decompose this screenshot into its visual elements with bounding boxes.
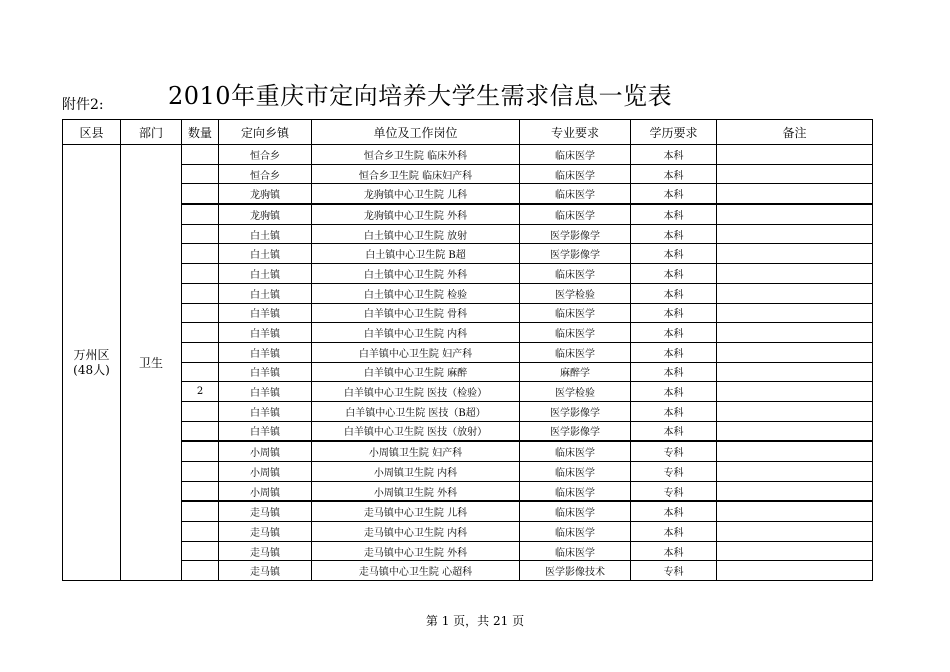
town-cell: 白羊镇	[219, 323, 312, 343]
table-row	[63, 462, 873, 482]
education-cell: 本科	[631, 501, 717, 521]
major-cell: 临床医学	[520, 184, 631, 204]
education-cell: 本科	[631, 541, 717, 561]
quantity-cell	[182, 421, 219, 441]
header-major: 专业要求	[520, 120, 631, 145]
unit-cell: 小周镇卫生院 外科	[312, 481, 520, 501]
town-cell: 走马镇	[219, 501, 312, 521]
town-cell: 白土镇	[219, 244, 312, 264]
major-cell: 医学影像学	[520, 421, 631, 441]
header-unit: 单位及工作岗位	[312, 120, 520, 145]
major-cell: 麻醉学	[520, 362, 631, 382]
education-cell: 本科	[631, 164, 717, 184]
note-cell	[717, 481, 873, 501]
education-cell: 本科	[631, 303, 717, 323]
quantity-cell	[182, 145, 219, 165]
table-row	[63, 303, 873, 323]
header-district: 区县	[63, 120, 121, 145]
table-row	[63, 421, 873, 441]
town-cell: 白土镇	[219, 264, 312, 284]
attachment-label: 附件2:	[62, 97, 104, 113]
table-row	[63, 224, 873, 244]
table-row	[63, 561, 873, 581]
quantity-cell: 2	[182, 382, 219, 402]
major-cell: 临床医学	[520, 145, 631, 165]
education-cell: 本科	[631, 224, 717, 244]
note-cell	[717, 283, 873, 303]
education-cell: 专科	[631, 481, 717, 501]
note-cell	[717, 501, 873, 521]
town-cell: 小周镇	[219, 441, 312, 461]
major-cell: 医学检验	[520, 382, 631, 402]
town-cell: 恒合乡	[219, 145, 312, 165]
town-cell: 白羊镇	[219, 362, 312, 382]
quantity-cell	[182, 244, 219, 264]
table-row	[63, 441, 873, 461]
major-cell: 临床医学	[520, 342, 631, 362]
education-cell: 本科	[631, 145, 717, 165]
quantity-cell	[182, 561, 219, 581]
note-cell	[717, 204, 873, 224]
district-count: (48人)	[73, 362, 110, 377]
town-cell: 白羊镇	[219, 382, 312, 402]
quantity-cell	[182, 323, 219, 343]
town-cell: 走马镇	[219, 561, 312, 581]
note-cell	[717, 382, 873, 402]
unit-cell: 恒合乡卫生院 临床外科	[312, 145, 520, 165]
education-cell: 本科	[631, 283, 717, 303]
note-cell	[717, 541, 873, 561]
major-cell: 临床医学	[520, 264, 631, 284]
note-cell	[717, 362, 873, 382]
note-cell	[717, 401, 873, 421]
town-cell: 白羊镇	[219, 342, 312, 362]
unit-cell: 白羊镇中心卫生院 医技（放射）	[312, 421, 520, 441]
town-cell: 白土镇	[219, 283, 312, 303]
unit-cell: 走马镇中心卫生院 儿科	[312, 501, 520, 521]
note-cell	[717, 462, 873, 482]
unit-cell: 白羊镇中心卫生院 妇产科	[312, 342, 520, 362]
unit-cell: 白土镇中心卫生院 B超	[312, 244, 520, 264]
table-row	[63, 164, 873, 184]
quantity-cell	[182, 264, 219, 284]
major-cell: 临床医学	[520, 441, 631, 461]
town-cell: 白羊镇	[219, 401, 312, 421]
note-cell	[717, 323, 873, 343]
quantity-cell	[182, 522, 219, 542]
major-cell: 临床医学	[520, 481, 631, 501]
town-cell: 走马镇	[219, 541, 312, 561]
unit-cell: 白羊镇中心卫生院 麻醉	[312, 362, 520, 382]
table-row	[63, 501, 873, 521]
header-quantity: 数量	[182, 120, 219, 145]
town-cell: 白羊镇	[219, 421, 312, 441]
major-cell: 医学影像技术	[520, 561, 631, 581]
unit-cell: 龙驹镇中心卫生院 儿科	[312, 184, 520, 204]
table-row	[63, 145, 873, 165]
note-cell	[717, 561, 873, 581]
district-cell	[63, 145, 121, 581]
major-cell: 临床医学	[520, 204, 631, 224]
header-education: 学历要求	[631, 120, 717, 145]
unit-cell: 小周镇卫生院 内科	[312, 462, 520, 482]
town-cell: 小周镇	[219, 481, 312, 501]
table-row	[63, 342, 873, 362]
major-cell: 医学影像学	[520, 244, 631, 264]
education-cell: 本科	[631, 342, 717, 362]
major-cell: 医学影像学	[520, 401, 631, 421]
quantity-cell	[182, 541, 219, 561]
town-cell: 龙驹镇	[219, 184, 312, 204]
note-cell	[717, 421, 873, 441]
note-cell	[717, 184, 873, 204]
table-row	[63, 244, 873, 264]
note-cell	[717, 342, 873, 362]
education-cell: 本科	[631, 362, 717, 382]
table-row	[63, 541, 873, 561]
major-cell: 临床医学	[520, 323, 631, 343]
major-cell: 临床医学	[520, 541, 631, 561]
education-cell: 本科	[631, 382, 717, 402]
town-cell: 走马镇	[219, 522, 312, 542]
header-department: 部门	[121, 120, 182, 145]
quantity-cell	[182, 401, 219, 421]
education-cell: 专科	[631, 561, 717, 581]
header-note: 备注	[717, 120, 873, 145]
note-cell	[717, 224, 873, 244]
note-cell	[717, 522, 873, 542]
unit-cell: 白土镇中心卫生院 放射	[312, 224, 520, 244]
note-cell	[717, 264, 873, 284]
unit-cell: 龙驹镇中心卫生院 外科	[312, 204, 520, 224]
page-title: 2010年重庆市定向培养大学生需求信息一览表	[168, 82, 673, 110]
table-row	[63, 362, 873, 382]
quantity-cell	[182, 184, 219, 204]
table-row	[63, 323, 873, 343]
quantity-cell	[182, 204, 219, 224]
quantity-cell	[182, 303, 219, 323]
town-cell: 龙驹镇	[219, 204, 312, 224]
education-cell: 本科	[631, 184, 717, 204]
table-row	[63, 184, 873, 204]
table-row	[63, 204, 873, 224]
page-footer: 第 1 页，共 21 页	[425, 614, 525, 628]
unit-cell: 白土镇中心卫生院 检验	[312, 283, 520, 303]
note-cell	[717, 303, 873, 323]
note-cell	[717, 441, 873, 461]
note-cell	[717, 145, 873, 165]
table-row	[63, 382, 873, 402]
table-row	[63, 481, 873, 501]
major-cell: 临床医学	[520, 501, 631, 521]
town-cell: 白土镇	[219, 224, 312, 244]
education-cell: 本科	[631, 401, 717, 421]
major-cell: 临床医学	[520, 164, 631, 184]
note-cell	[717, 164, 873, 184]
unit-cell: 走马镇中心卫生院 心超科	[312, 561, 520, 581]
education-cell: 专科	[631, 441, 717, 461]
unit-cell: 白羊镇中心卫生院 骨科	[312, 303, 520, 323]
quantity-cell	[182, 481, 219, 501]
major-cell: 医学影像学	[520, 224, 631, 244]
town-cell: 白羊镇	[219, 303, 312, 323]
education-cell: 专科	[631, 462, 717, 482]
demand-table	[62, 119, 873, 581]
quantity-cell	[182, 164, 219, 184]
unit-cell: 白土镇中心卫生院 外科	[312, 264, 520, 284]
town-cell: 恒合乡	[219, 164, 312, 184]
unit-cell: 白羊镇中心卫生院 医技（B超）	[312, 401, 520, 421]
quantity-cell	[182, 224, 219, 244]
department-cell: 卫生	[121, 145, 182, 581]
table-row	[63, 264, 873, 284]
unit-cell: 走马镇中心卫生院 内科	[312, 522, 520, 542]
major-cell: 临床医学	[520, 522, 631, 542]
education-cell: 本科	[631, 244, 717, 264]
unit-cell: 白羊镇中心卫生院 医技（检验）	[312, 382, 520, 402]
district-name: 万州区	[73, 347, 110, 362]
header-row	[63, 120, 873, 145]
quantity-cell	[182, 441, 219, 461]
unit-cell: 走马镇中心卫生院 外科	[312, 541, 520, 561]
quantity-cell	[182, 342, 219, 362]
education-cell: 本科	[631, 323, 717, 343]
note-cell	[717, 244, 873, 264]
unit-cell: 恒合乡卫生院 临床妇产科	[312, 164, 520, 184]
major-cell: 医学检验	[520, 283, 631, 303]
header-town: 定向乡镇	[219, 120, 312, 145]
town-cell: 小周镇	[219, 462, 312, 482]
major-cell: 临床医学	[520, 462, 631, 482]
education-cell: 本科	[631, 204, 717, 224]
table-row	[63, 283, 873, 303]
unit-cell: 白羊镇中心卫生院 内科	[312, 323, 520, 343]
education-cell: 本科	[631, 421, 717, 441]
table-row	[63, 401, 873, 421]
quantity-cell	[182, 362, 219, 382]
table-row	[63, 522, 873, 542]
quantity-cell	[182, 501, 219, 521]
major-cell: 临床医学	[520, 303, 631, 323]
education-cell: 本科	[631, 522, 717, 542]
quantity-cell	[182, 462, 219, 482]
quantity-cell	[182, 283, 219, 303]
unit-cell: 小周镇卫生院 妇产科	[312, 441, 520, 461]
education-cell: 本科	[631, 264, 717, 284]
